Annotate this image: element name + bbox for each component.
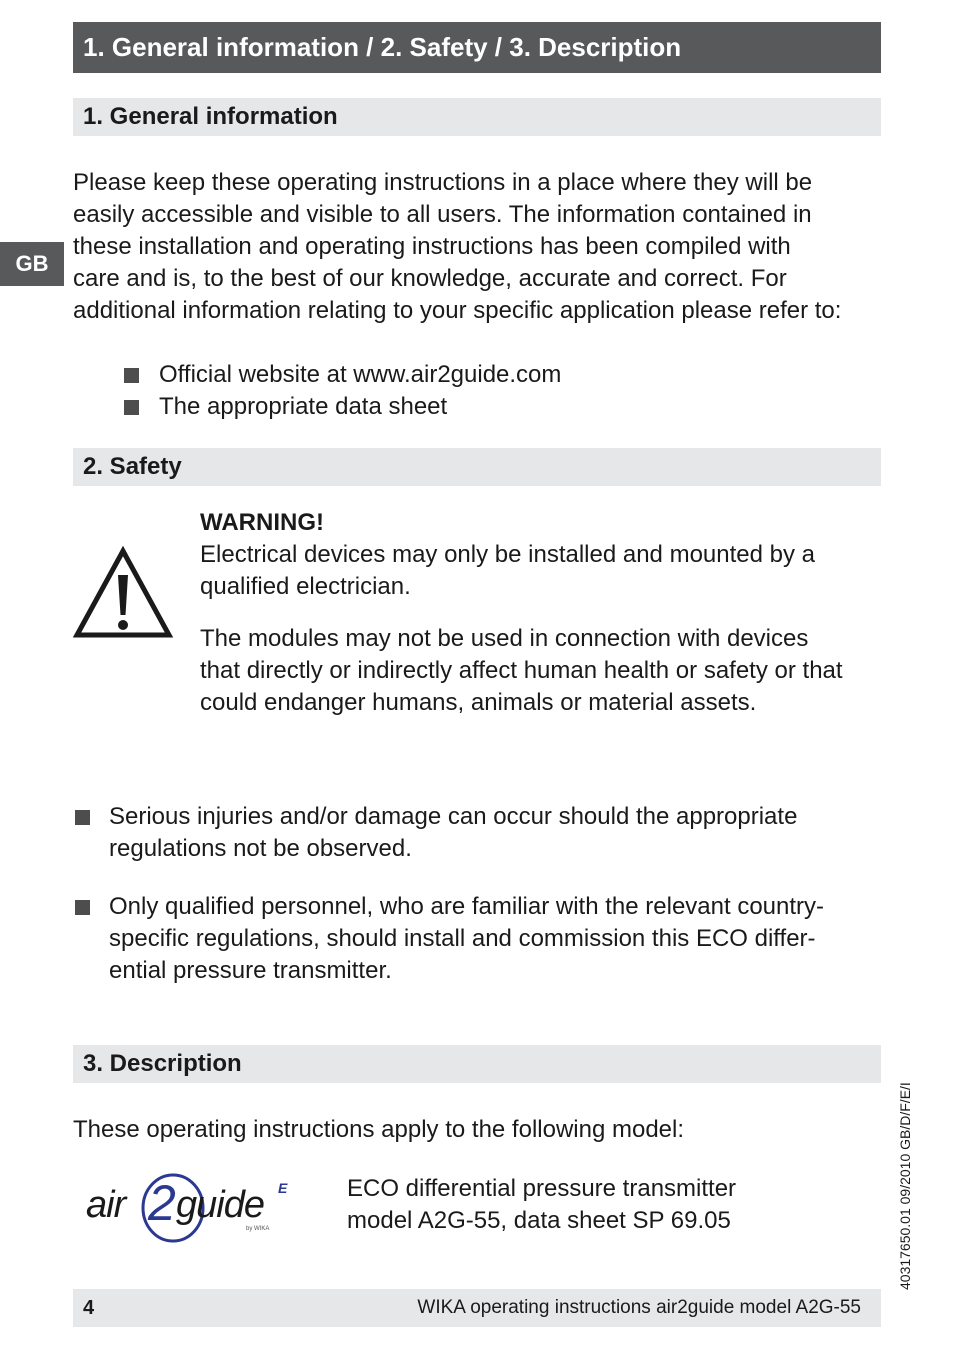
- warning-text-line: qualified electrician.: [200, 573, 411, 600]
- warning-triangle-icon: [72, 545, 174, 639]
- model-description: [347, 1173, 867, 1237]
- list-item-line: Serious injuries and/or damage can occur should the appropriate: [109, 803, 798, 830]
- warning-text-2: [200, 623, 890, 719]
- list-item: [109, 801, 889, 865]
- language-tab-label: GB: [15, 251, 49, 276]
- footer-document-title: WIKA operating instructions air2guide model A2G-55: [417, 1297, 861, 1318]
- list-item-line: specific regulations, should install and commission this ECO differ-: [109, 925, 816, 952]
- general-paragraph-line: easily accessible and visible to all users. The information contained in: [73, 201, 812, 228]
- language-tab: [0, 242, 64, 286]
- general-paragraph-line: care and is, to the best of our knowledge, accurate and correct. For: [73, 265, 787, 292]
- logo-superscript: E: [278, 1180, 288, 1196]
- square-bullet-icon: [75, 810, 90, 825]
- model-description-line: model A2G-55, data sheet SP 69.05: [347, 1207, 731, 1234]
- description-intro: These operating instructions apply to the following model:: [73, 1116, 685, 1143]
- list-item: [109, 891, 889, 987]
- safety-bullet-list: [73, 801, 883, 991]
- air2guide-logo: [84, 1170, 304, 1250]
- square-bullet-icon: [124, 368, 139, 383]
- general-paragraph: [73, 167, 903, 327]
- general-paragraph-line: Please keep these operating instructions in a place where they will be: [73, 169, 813, 196]
- list-item-line: ential pressure transmitter.: [109, 957, 392, 984]
- section-heading-safety: [73, 448, 881, 486]
- general-bullet-list: [124, 359, 824, 423]
- warning-text-line: Electrical devices may only be installed and mounted by a: [200, 541, 815, 568]
- section-heading-safety-label: 2. Safety: [83, 453, 182, 480]
- logo-text-2: 2: [148, 1175, 176, 1231]
- list-item-line: Only qualified personnel, who are familiar with the relevant country-: [109, 893, 825, 920]
- general-paragraph-line: additional information relating to your specific application please refer to:: [73, 297, 842, 324]
- square-bullet-icon: [124, 400, 139, 415]
- list-item-line: regulations not be observed.: [109, 835, 412, 862]
- page-footer: [73, 1289, 881, 1327]
- warning-text-line: The modules may not be used in connection with devices: [200, 625, 809, 652]
- list-item: Official website at www.air2guide.com: [159, 361, 562, 388]
- logo-text-air: air: [86, 1184, 126, 1226]
- general-paragraph-line: these installation and operating instructions has been compiled with: [73, 233, 791, 260]
- square-bullet-icon: [75, 900, 90, 915]
- list-item: The appropriate data sheet: [159, 393, 448, 420]
- page-number: 4: [83, 1297, 95, 1319]
- page-header-title: 1. General information / 2. Safety / 3. Description: [83, 32, 682, 62]
- section-heading-description-label: 3. Description: [83, 1050, 242, 1077]
- model-description-line: ECO differential pressure transmitter: [347, 1175, 737, 1202]
- document-code: 40317650.01 09/2010 GB/D/F/E/I: [897, 1082, 913, 1290]
- warning-title: WARNING!: [200, 509, 324, 536]
- section-heading-description: [73, 1045, 881, 1083]
- page-header: [73, 22, 881, 73]
- logo-text-guide: guide: [176, 1184, 264, 1226]
- section-heading-general: [73, 98, 881, 136]
- warning-text-line: could endanger humans, animals or material assets.: [200, 689, 757, 716]
- warning-text-1: [200, 539, 890, 603]
- logo-byline: by WIKA: [246, 1226, 270, 1232]
- warning-text-line: that directly or indirectly affect human health or safety or that: [200, 657, 843, 684]
- section-heading-general-label: 1. General information: [83, 103, 338, 130]
